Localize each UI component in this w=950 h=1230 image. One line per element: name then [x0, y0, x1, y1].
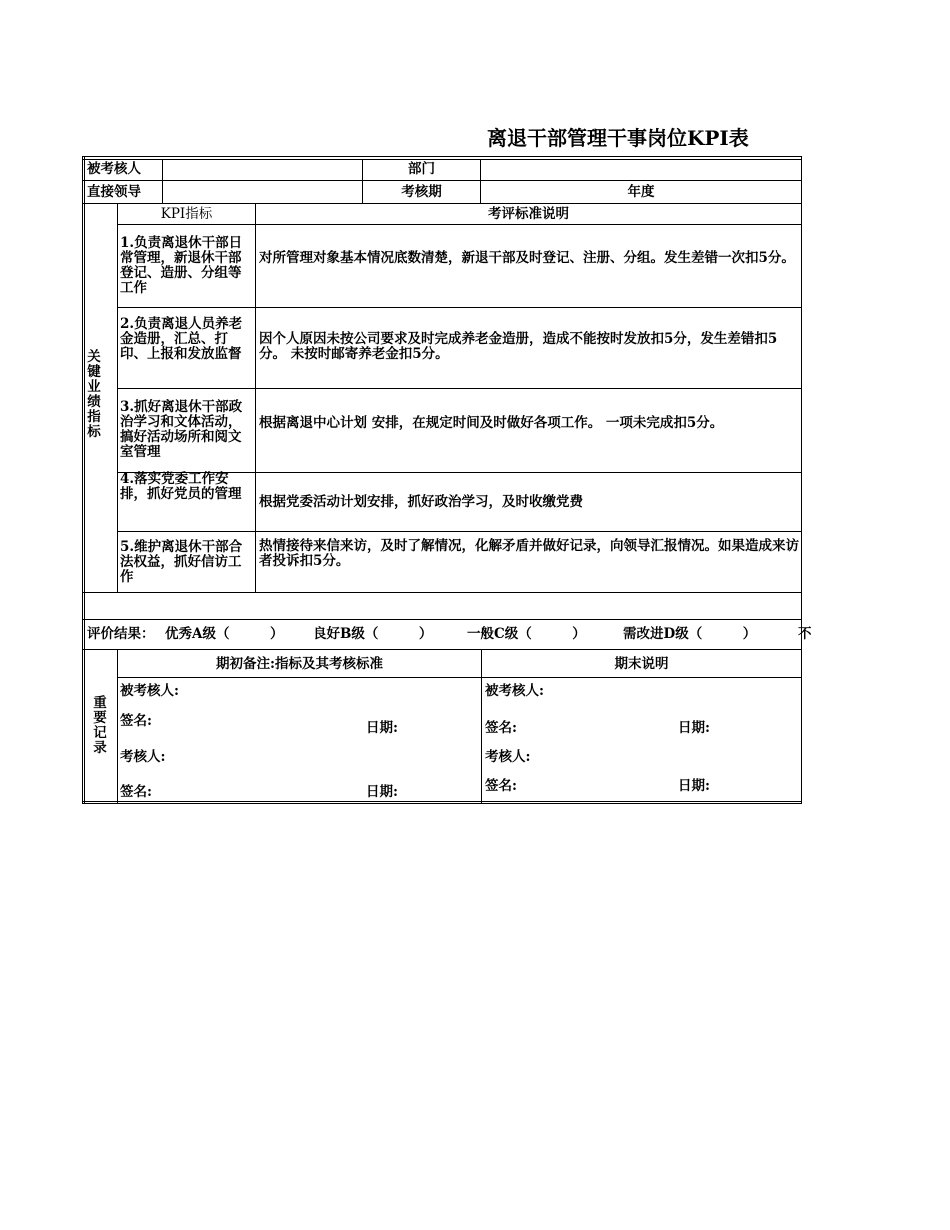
right-assessor-label: 考核人:: [485, 749, 531, 765]
evaluation-overflow-text: 不: [798, 626, 812, 642]
kpi-criteria-4: 根据党委活动计划安排，抓好政治学习，及时收缴党费: [259, 494, 583, 510]
kpi-indicator-header: KPI指标: [160, 206, 213, 222]
kpi-indicator-1: 1.负责离退休干部日常管理，新退休干部登记、造册、分组等工作: [120, 235, 243, 296]
kpi-section-label: 关键业绩指标: [87, 349, 101, 440]
kpi-criteria-5: 热情接待来信来访，及时了解情况，化解矛盾并做好记录，向领导汇报情况。如果造成来访者投诉扣5分。: [259, 538, 799, 569]
records-left-header: 期初备注:指标及其考核标准: [216, 656, 383, 672]
right-date-label: 日期:: [678, 720, 710, 736]
right-assessee-label: 被考核人:: [485, 683, 544, 699]
kpi-criteria-header: 考评标准说明: [488, 206, 569, 222]
assessee-label: 被考核人: [87, 161, 141, 177]
kpi-criteria-1: 对所管理对象基本情况底数清楚，新退干部及时登记、注册、分组。发生差错一次扣5分。: [259, 250, 795, 266]
kpi-indicator-2: 2.负责离退人员养老金造册，汇总、打印、上报和发放监督: [120, 316, 243, 362]
evaluation-grade-d: 需改进D级（ ）: [623, 626, 757, 642]
left-assessee-label: 被考核人:: [120, 683, 179, 699]
right-assessor-date-label: 日期:: [678, 778, 710, 794]
left-assessor-date-label: 日期:: [366, 784, 398, 800]
period-value: 年度: [627, 184, 655, 200]
period-label: 考核期: [401, 184, 442, 200]
right-assessor-sign-label: 签名:: [485, 778, 517, 794]
kpi-indicator-3: 3.抓好离退休干部政治学习和文体活动，搞好活动场所和阅文室管理: [120, 399, 243, 460]
left-date-label: 日期:: [366, 720, 398, 736]
evaluation-grade-c: 一般C级（ ）: [467, 626, 586, 642]
page-title: 离退干部管理干事岗位KPI表: [487, 126, 749, 150]
kpi-indicator-4: 4.落实党委工作安排，抓好党员的管理: [120, 471, 242, 502]
left-sign-label: 签名:: [120, 713, 152, 729]
left-assessor-label: 考核人:: [120, 749, 166, 765]
records-section-label: 重要记录: [93, 695, 107, 756]
kpi-indicator-5: 5.维护离退休干部合法权益，抓好信访工作: [120, 539, 243, 585]
direct-leader-label: 直接领导: [87, 184, 141, 200]
records-right-header: 期末说明: [614, 656, 669, 672]
right-sign-label: 签名:: [485, 720, 517, 736]
kpi-table: [82, 156, 812, 804]
evaluation-grade-a: 优秀A级（ ）: [165, 626, 284, 642]
kpi-criteria-2: 因个人原因未按公司要求及时完成养老金造册，造成不能按时发放扣5分，发生差错扣5分。 未按时邮寄养老金扣5分。: [259, 331, 778, 362]
kpi-criteria-3: 根据离退中心计划 安排，在规定时间及时做好各项工作。 一项未完成扣5分。: [259, 415, 724, 431]
department-label: 部门: [408, 161, 435, 177]
left-assessor-sign-label: 签名:: [120, 784, 152, 800]
evaluation-grade-b: 良好B级（ ）: [313, 626, 433, 642]
evaluation-label: 评价结果：: [87, 626, 155, 642]
